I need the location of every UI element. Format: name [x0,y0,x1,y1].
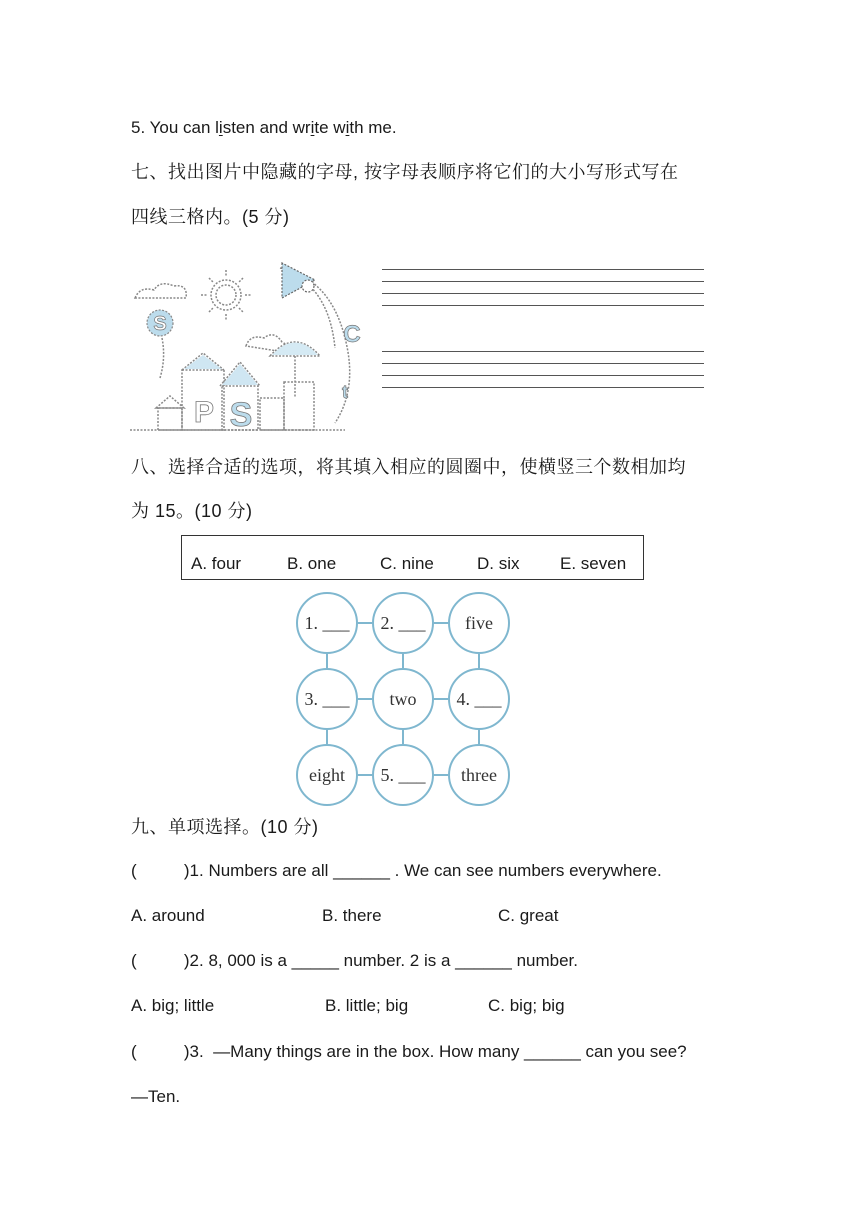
text: w [328,118,346,137]
q1-option-b[interactable]: B. there [322,906,382,925]
text: l [215,118,219,137]
text-prefix: 5. You can [131,118,216,137]
grid-cell-1[interactable]: 1. ___ [296,592,358,654]
options-box [181,535,644,580]
text: te [314,118,329,137]
q2-option-b[interactable]: B. little; big [325,996,409,1015]
q1-option-c[interactable]: C. great [498,906,559,925]
question-3: ( )3. —Many things are in the box. How many ______ can you see? [131,1042,687,1061]
option-c: C. nine [380,554,434,573]
option-e: E. seven [560,554,627,573]
text: sten [222,118,255,137]
grid-cell-2[interactable]: 2. ___ [372,592,434,654]
grid-cell-two: two [372,668,434,730]
underlined-letter: i [310,118,315,137]
hidden-letter: t [342,382,348,402]
section8-title-line2: 为 15。(10 分) [131,501,253,521]
hidden-letter: S [153,313,167,335]
four-line-grid-upper[interactable] [382,269,704,317]
grid-cell-three: three [448,744,510,806]
q2-option-a[interactable]: A. big; little [131,996,215,1015]
question-1: ( )1. Numbers are all ______ . We can see numbers everywhere. [131,861,662,880]
option-b: B. one [287,554,337,573]
option-a: A. four [191,554,242,573]
four-line-grid-lower[interactable] [382,351,704,399]
hidden-letter: C [343,321,361,348]
underlined-letter: i [345,118,350,137]
section8-title-line1: 八、选择合适的选项，将其填入相应的圆圈中，使横竖三个数相加均 [131,457,686,477]
q2-option-c[interactable]: C. big; big [488,996,565,1015]
hidden-letter: P [193,396,215,429]
grid-cell-5[interactable]: 5. ___ [372,744,434,806]
text: and [254,118,293,137]
text: th me. [349,118,397,137]
hidden-letter: S [229,396,253,433]
grid-cell-3[interactable]: 3. ___ [296,668,358,730]
hidden-letters-picture [130,258,370,433]
option-d: D. six [477,554,520,573]
magic-square-grid [296,592,512,808]
grid-cell-five: five [448,592,510,654]
grid-cell-eight: eight [296,744,358,806]
underlined-letter: i [218,118,223,137]
text: wr [292,118,311,137]
question-2: ( )2. 8, 000 is a _____ number. 2 is a ______ number. [131,951,578,970]
q1-option-a[interactable]: A. around [131,906,205,925]
question-3-answer: —Ten. [131,1087,181,1106]
section9-title: 九、单项选择。(10 分) [131,817,319,837]
section7-title-line2: 四线三格内。(5 分) [131,207,290,227]
section7-title-line1: 七、找出图片中隐藏的字母, 按字母表顺序将它们的大小写形式写在 [131,162,679,182]
grid-cell-4[interactable]: 4. ___ [448,668,510,730]
sentence-q5 [131,117,397,139]
